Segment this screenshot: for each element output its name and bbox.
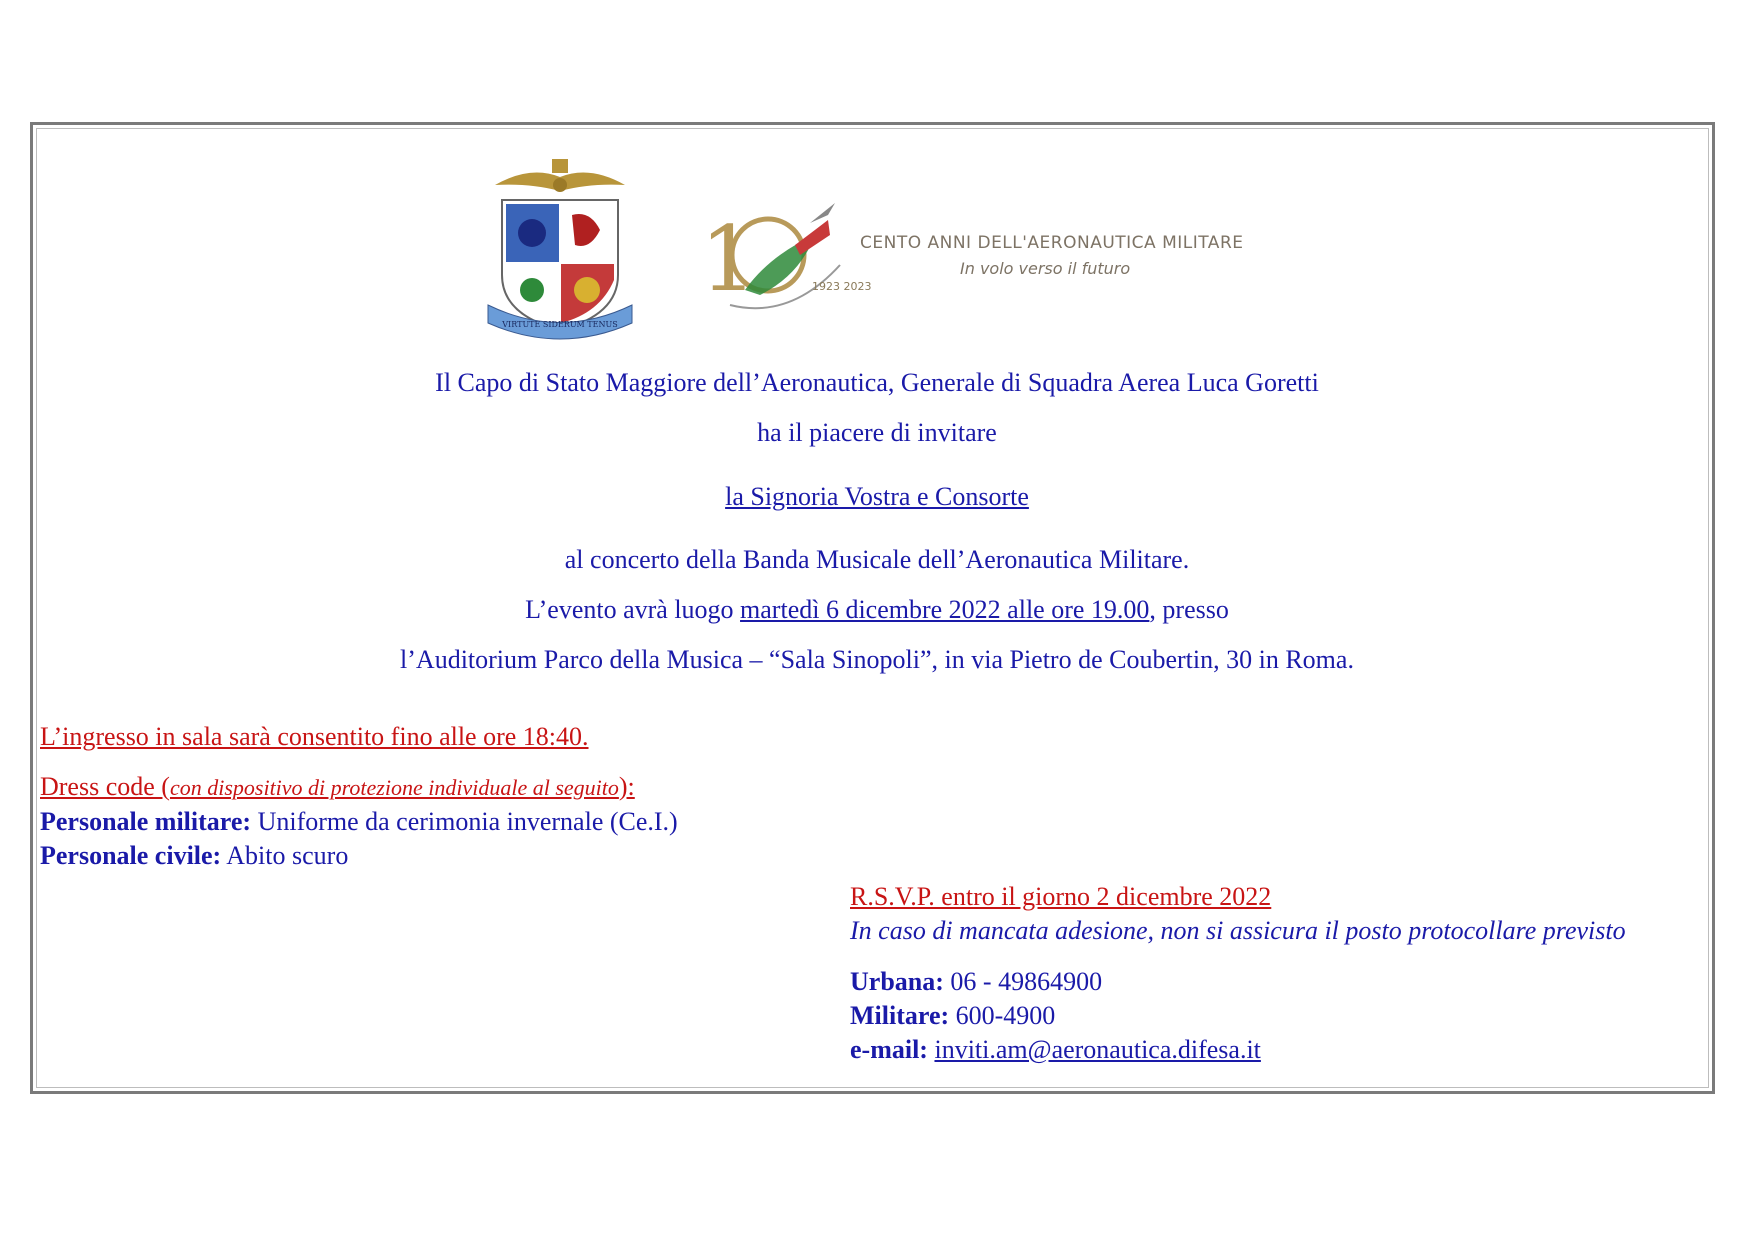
military-phone-value: 600-4900 [949, 1001, 1056, 1030]
dress-code-block [40, 770, 678, 873]
rsvp-block [850, 880, 1626, 948]
urban-phone-label: Urbana: [850, 967, 944, 996]
crest-motto: VIRTUTE SIDERUM TENUS [502, 320, 618, 329]
dress-code-label: Dress code ( [40, 772, 170, 801]
rsvp-warning: In caso di mancata adesione, non si assicura il posto protocollare previsto [850, 916, 1626, 945]
event-date: martedì 6 dicembre 2022 alle ore 19.00 [740, 595, 1150, 624]
guest-line: la Signoria Vostra e Consorte [725, 482, 1029, 511]
civil-dress-row [40, 839, 678, 873]
dress-code-heading [40, 770, 678, 805]
military-dress-value: Uniforme da cerimonia invernale (Ce.I.) [251, 807, 678, 836]
crown-icon [552, 159, 568, 173]
centenary-caption [860, 233, 1260, 278]
centenary-logo [700, 195, 872, 320]
civil-dress-label: Personale civile: [40, 841, 222, 870]
concert-line: al concerto della Banda Musicale dell’Aeronautica Militare. [564, 545, 1190, 574]
dress-code-label-close: ): [618, 772, 635, 801]
air-force-crest-logo [480, 155, 640, 345]
civil-dress-value: Abito scuro [221, 841, 349, 870]
military-dress-label: Personale militare: [40, 807, 252, 836]
military-phone-row [850, 999, 1261, 1033]
email-label: e-mail: [850, 1035, 928, 1064]
urban-phone-row [850, 965, 1261, 999]
centenary-number-one: 1 [700, 207, 758, 312]
entry-notice: L’ingresso in sala sarà consentito fino alle ore 18:40. [40, 722, 589, 751]
jet-icon [810, 203, 835, 223]
rsvp-deadline: R.S.V.P. entro il giorno 2 dicembre 2022 [850, 882, 1272, 911]
centenary-years: 1923 2023 [812, 280, 872, 293]
military-phone-label: Militare: [850, 1001, 950, 1030]
venue-line: l’Auditorium Parco della Musica – “Sala Sinopoli”, in via Pietro de Coubertin, 30 in Roma. [400, 645, 1354, 674]
contact-block [850, 965, 1261, 1067]
invite-line: ha il piacere di invitare [757, 418, 997, 447]
centenary-title: CENTO ANNI DELL'AERONAUTICA MILITARE [860, 233, 1244, 253]
military-dress-row [40, 805, 678, 839]
host-line: Il Capo di Stato Maggiore dell’Aeronautica, Generale di Squadra Aerea Luca Goretti [435, 368, 1319, 397]
event-suffix: , presso [1149, 595, 1229, 624]
dress-code-note: con dispositivo di protezione individuale al seguito [169, 775, 619, 800]
event-line [0, 595, 1754, 625]
centenary-subtitle: In volo verso il futuro [960, 259, 1131, 278]
email-link[interactable]: inviti.am@aeronautica.difesa.it [934, 1035, 1261, 1064]
email-row [850, 1033, 1261, 1067]
urban-phone-value: 06 - 49864900 [943, 967, 1103, 996]
event-prefix: L’evento avrà luogo [525, 595, 741, 624]
